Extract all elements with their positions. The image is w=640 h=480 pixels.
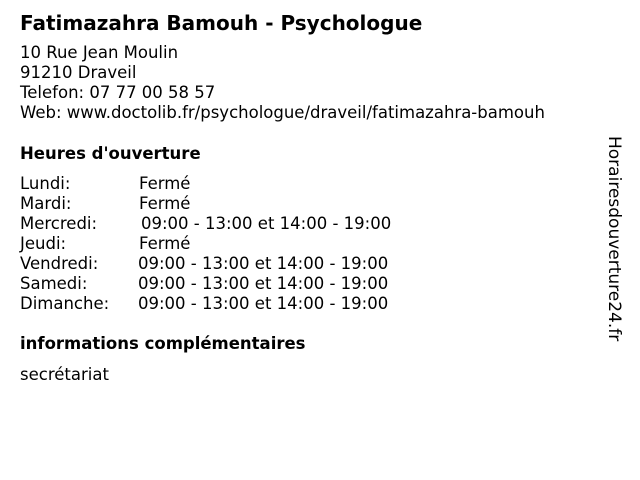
address-block (20, 43, 545, 123)
phone-number: Telefon: 07 77 00 58 57 (20, 83, 216, 102)
additional-info-text: secrétariat (20, 365, 109, 384)
day-label: Mardi: (20, 194, 72, 213)
hours-value: Fermé (139, 194, 191, 213)
day-label: Dimanche: (20, 294, 110, 313)
page-title: Fatimazahra Bamouh - Psychologue (20, 11, 423, 35)
day-label: Mercredi: (20, 214, 98, 233)
hours-value: Fermé (139, 234, 191, 253)
website-url: Web: www.doctolib.fr/psychologue/draveil/fatimazahra-bamouh (20, 103, 545, 122)
hours-value: 09:00 - 13:00 et 14:00 - 19:00 (138, 254, 389, 273)
street-address: 10 Rue Jean Moulin (20, 43, 179, 62)
additional-info-heading: informations complémentaires (20, 334, 306, 353)
day-label: Vendredi: (20, 254, 99, 273)
hours-value: 09:00 - 13:00 et 14:00 - 19:00 (138, 274, 389, 293)
site-watermark: Horairesdouverture24.fr (604, 136, 624, 342)
hours-value: 09:00 - 13:00 et 14:00 - 19:00 (138, 294, 389, 313)
day-label: Lundi: (20, 174, 71, 193)
opening-hours-heading: Heures d'ouverture (20, 144, 201, 163)
hours-value: Fermé (139, 174, 191, 193)
city-address: 91210 Draveil (20, 63, 137, 82)
day-label: Samedi: (20, 274, 88, 293)
day-label: Jeudi: (20, 234, 67, 253)
hours-value: 09:00 - 13:00 et 14:00 - 19:00 (141, 214, 392, 233)
